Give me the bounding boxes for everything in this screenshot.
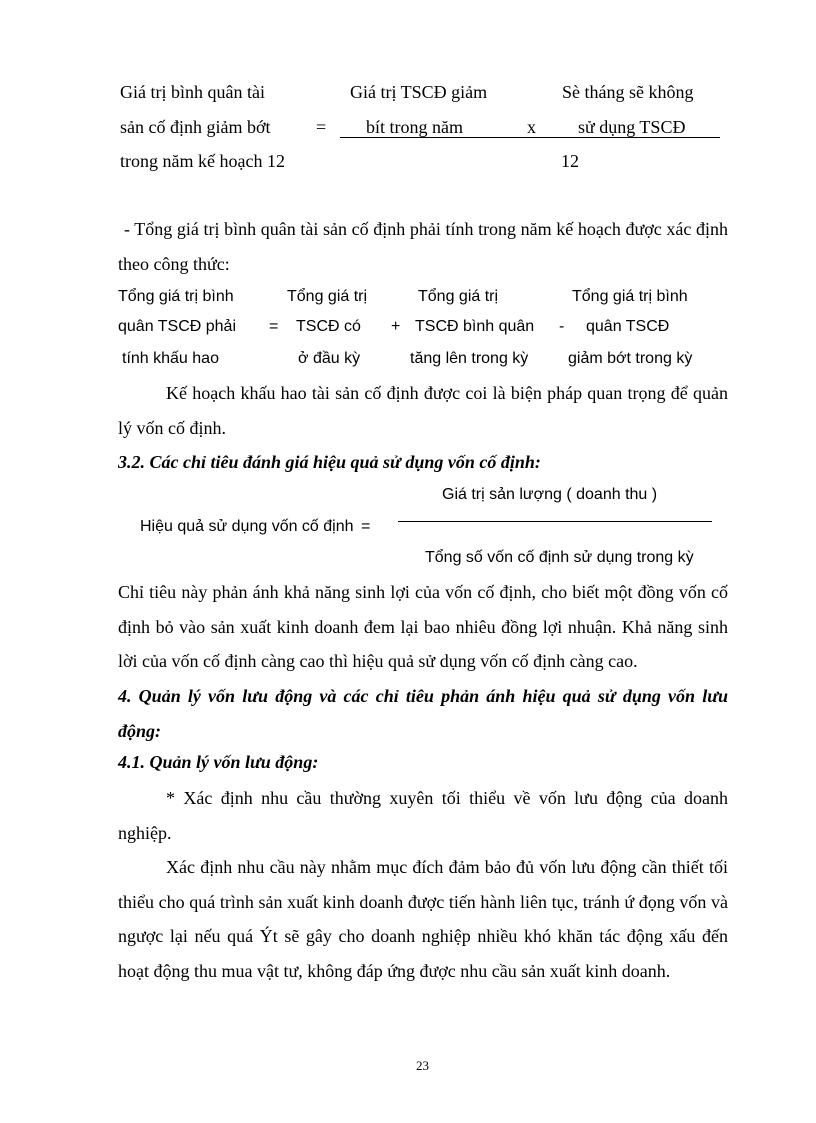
formula1-left-line2: sản cố định giảm bớt: [120, 117, 271, 137]
formula1-mid-line2: bít trong năm: [366, 117, 463, 137]
paragraph-minimum-requirement: * Xác định nhu cầu thường xuyên tối thiểu về vốn lưu động của doanh nghiệp.: [118, 788, 728, 843]
formula2-col4-line2: quân TSCĐ: [586, 318, 670, 335]
paragraph-purpose: Xác định nhu cầu này nhằm mục đích đảm bảo đủ vốn lưu động cần thiết tối thiểu cho quá trình sản xuất kinh doanh được tiến hành liên tục, tránh ứ đọng vốn và ngược lại nếu quá Ýt sẽ gây cho doanh nghiệp nhiều khó khăn tác động xấu đến hoạt động thu mua vật tư, không đáp ứng được nhu cầu sản xuất kinh doanh.: [118, 857, 728, 981]
formula2-col4-line1: Tổng giá trị bình: [572, 288, 688, 305]
formula2-minus: -: [559, 318, 565, 335]
formula2-col3-line2: TSCĐ bình quân: [415, 318, 535, 335]
formula2-plus: +: [391, 318, 401, 335]
paragraph-indicator-explanation: Chỉ tiêu này phản ánh khả năng sinh lợi của vốn cố định, cho biết một đồng vốn cố định bỏ vào sản xuất kinh doanh đem lại bao nhiêu đồng lợi nhuận. Khả năng sinh lời của vốn cố định càng cao thì hiệu quả sử dụng vốn cố định càng cao.: [118, 582, 728, 671]
formula2-col2-line2: TSCĐ có: [296, 318, 361, 335]
formula3-denominator: Tổng số vốn cố định sử dụng trong kỳ: [425, 549, 694, 566]
formula2-col2-line3: ở đầu kỳ: [298, 350, 361, 367]
formula1-left-line3: trong năm kế hoạch 12: [120, 151, 285, 171]
formula3-left: Hiệu quả sử dụng vốn cố định: [140, 518, 354, 535]
heading-4-1: 4.1. Quản lý vốn lưu động:: [118, 752, 319, 772]
formula1-right-line1: Sè tháng sẽ không: [562, 82, 694, 102]
heading-4: 4. Quản lý vốn lưu động và các chỉ tiêu phản ánh hiệu quả sử dụng vốn lưu động:: [118, 686, 728, 741]
page-number: 23: [416, 1058, 429, 1073]
formula1-fraction-bar: [340, 137, 720, 138]
formula1-times: x: [527, 117, 536, 137]
formula2-col2-line1: Tổng giá trị: [287, 288, 368, 305]
formula1-denominator: 12: [561, 151, 579, 171]
paragraph-depreciation-plan: Kế hoạch khấu hao tài sản cố định được coi là biện pháp quan trọng để quản lý vốn cố định.: [118, 383, 728, 438]
formula1-equals: =: [316, 117, 327, 137]
formula3-numerator: Giá trị sản lượng ( doanh thu ): [442, 486, 658, 503]
formula3-equals: =: [361, 518, 371, 535]
formula2-col4-line3: giảm bớt trong kỳ: [568, 350, 693, 367]
formula1-left-line1: Giá trị bình quân tài: [120, 82, 265, 102]
formula1-mid-line1: Giá trị TSCĐ giảm: [350, 82, 488, 102]
formula2-col3-line1: Tổng giá trị: [418, 288, 499, 305]
formula2-col1-line2: quân TSCĐ phải: [118, 318, 236, 335]
formula2-equals: =: [269, 318, 279, 335]
formula1-right-line2: sử dụng TSCĐ: [578, 117, 686, 137]
paragraph-total-average: - Tổng giá trị bình quân tài sản cố định phải tính trong năm kế hoạch được xác định theo công thức:: [118, 219, 728, 274]
heading-3-2: 3.2. Các chỉ tiêu đánh giá hiệu quả sử dụng vốn cố định:: [118, 452, 541, 472]
formula2-col3-line3: tăng lên trong kỳ: [410, 350, 529, 367]
formula2-col1-line3: tính khấu hao: [122, 350, 219, 367]
formula3-fraction-bar: [398, 521, 712, 522]
formula2-col1-line1: Tổng giá trị bình: [118, 288, 234, 305]
